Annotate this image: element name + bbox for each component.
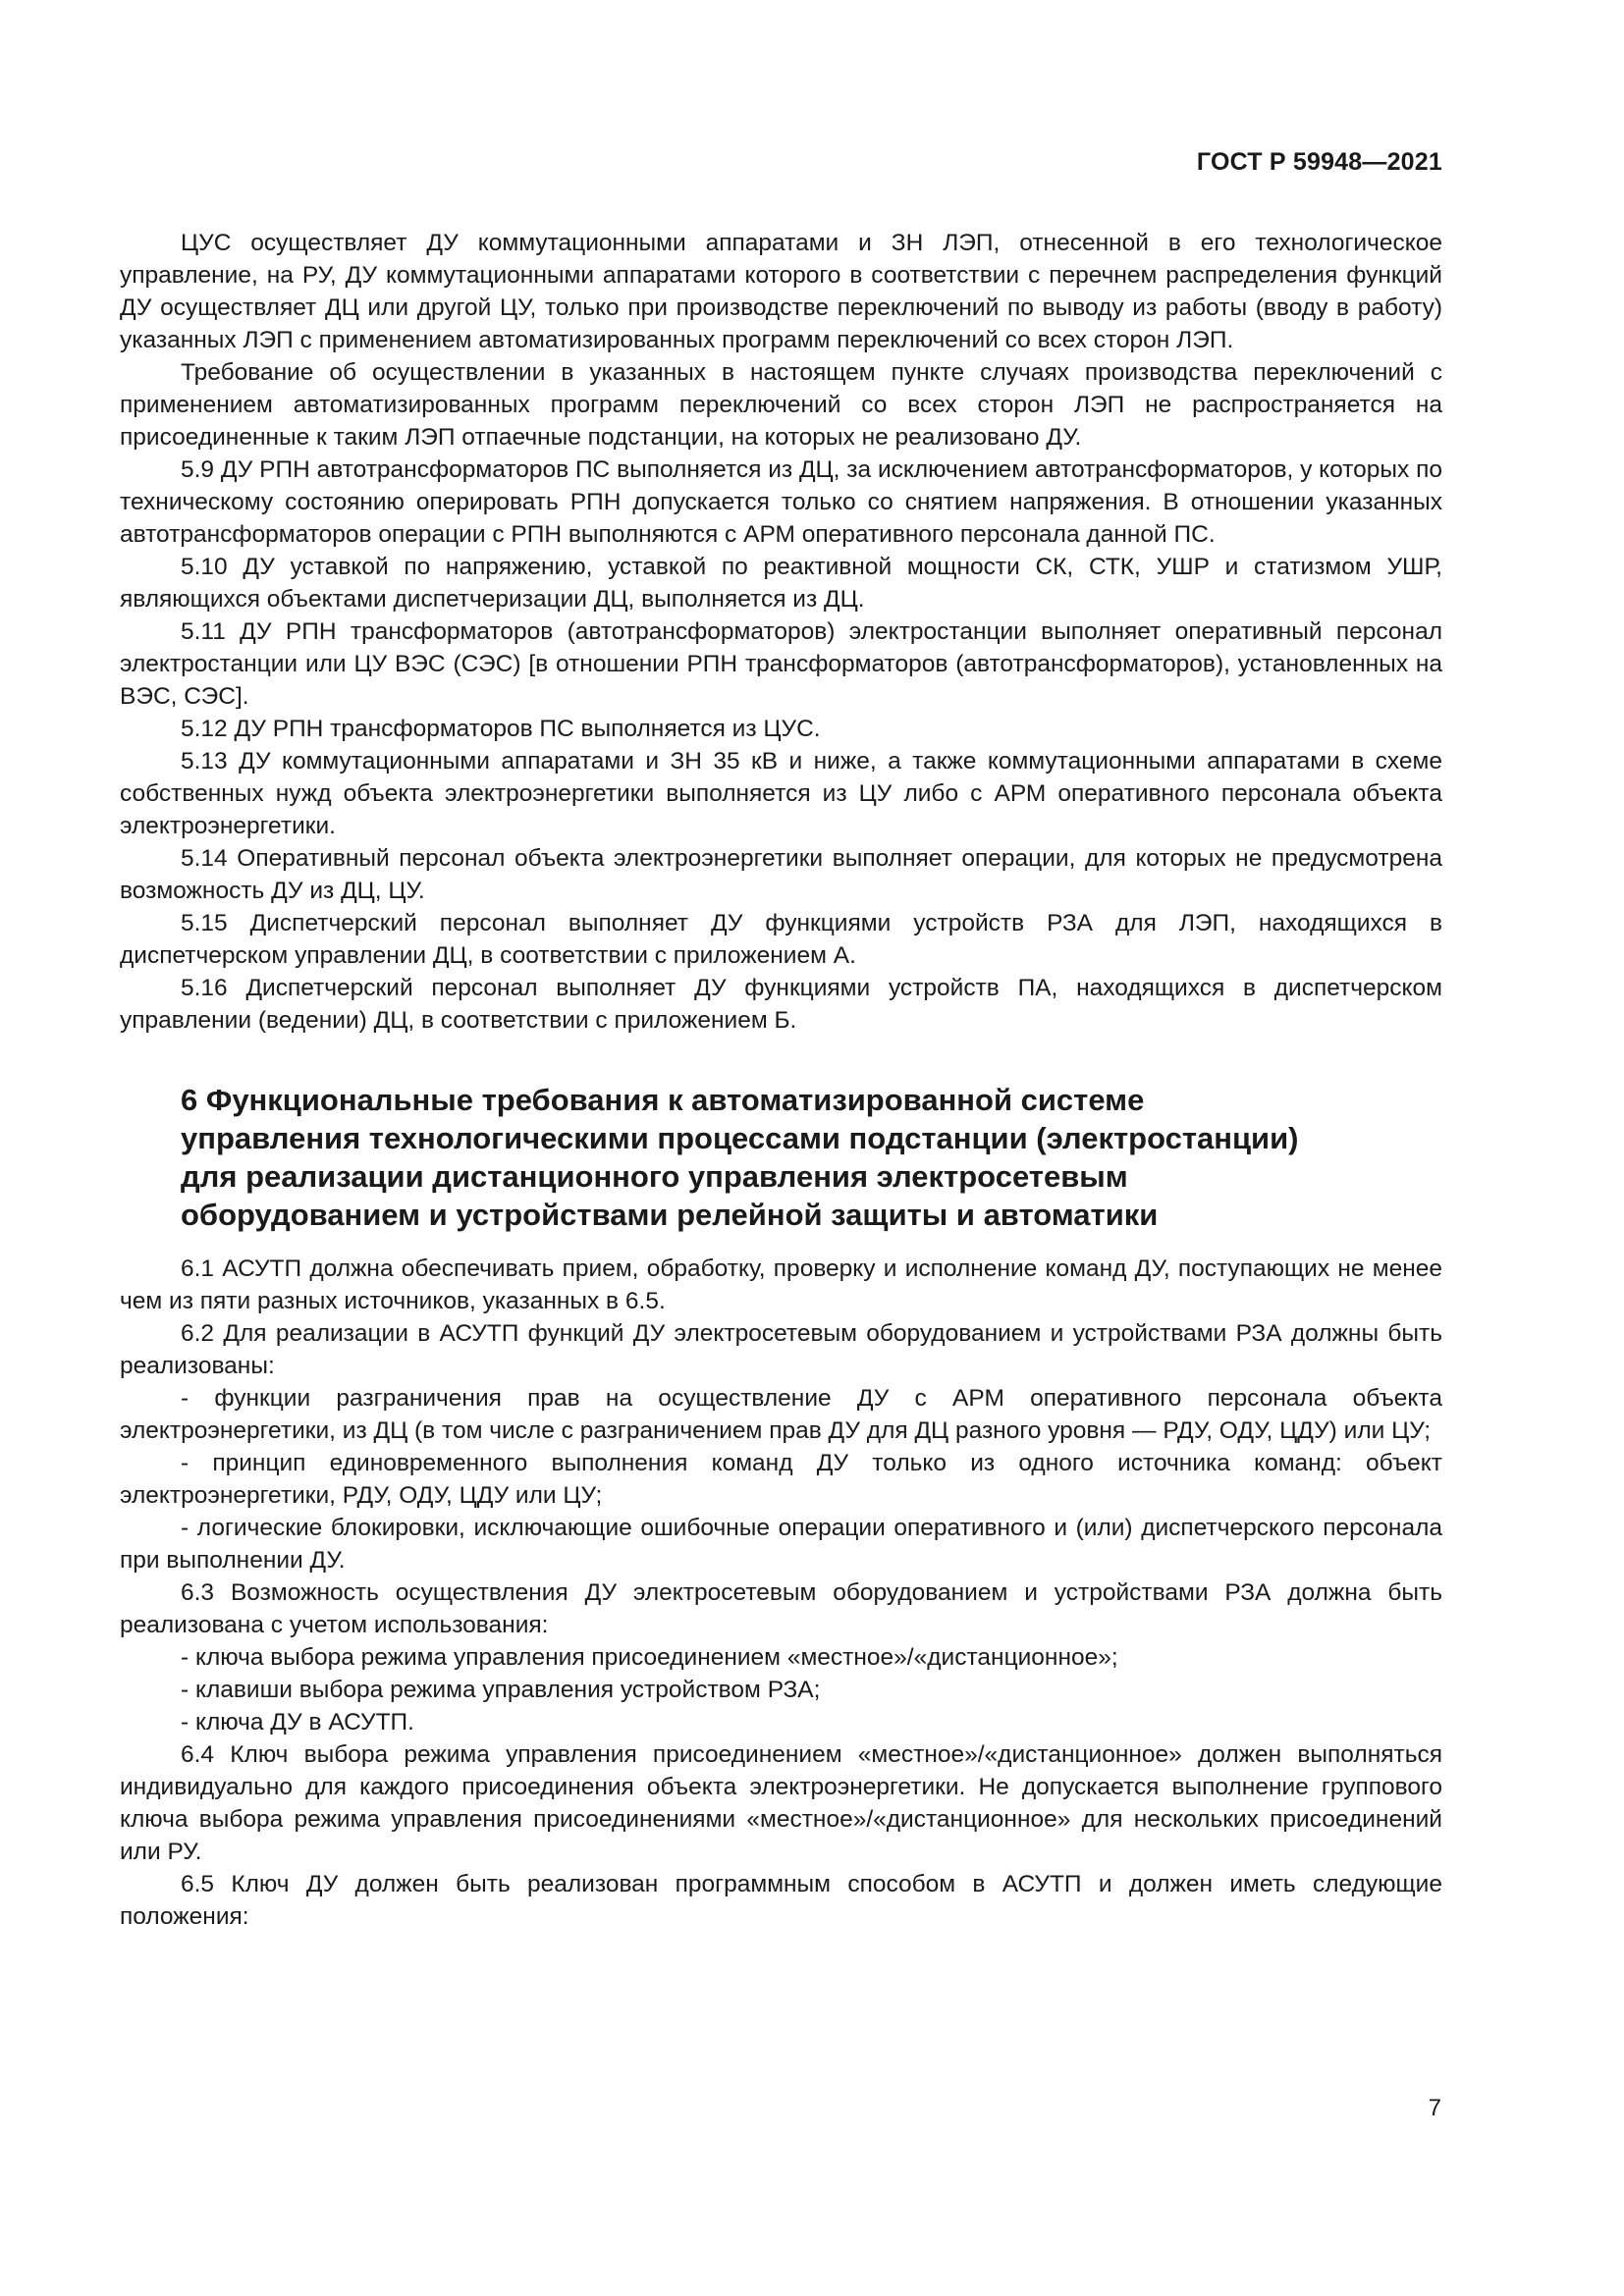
document-body [120, 227, 1442, 1933]
list-item: - логические блокировки, исключающие ошибочные операции оперативного и (или) диспетчерского персонала при выполнении ДУ. [120, 1515, 1442, 1574]
heading-line: оборудованием и устройствами релейной защиты и автоматики [181, 1198, 1159, 1232]
heading-line: 6 Функциональные требования к автоматизированной системе [181, 1083, 1145, 1117]
list-item: - принцип единовременного выполнения команд ДУ только из одного источника команд: объект электроэнергетики, РДУ, ОДУ, ЦДУ или ЦУ; [120, 1450, 1442, 1509]
list-item: - функции разграничения прав на осуществление ДУ с АРМ оперативного персонала объекта электроэнергетики, из ДЦ (в том числе с разграничением прав ДУ для ДЦ разного уровня — РДУ, ОДУ, ЦДУ) или ЦУ; [120, 1385, 1442, 1444]
list-item: - ключа ДУ в АСУТП. [181, 1709, 414, 1735]
paragraph-5-16: 5.16 Диспетчерский персонал выполняет ДУ функциями устройств ПА, находящихся в диспетчерском управлении (ведении) ДЦ, в соответствии с приложением Б. [120, 975, 1442, 1034]
paragraph-6-4: 6.4 Ключ выбора режима управления присоединением «местное»/«дистанционное» должен выполняться индивидуально для каждого присоединения объекта электроэнергетики. Не допускается выполнение группового ключа выбора режима управления присоединениями «местное»/«дистанционное» для нескольких присоединений или РУ. [120, 1741, 1442, 1865]
section-6-heading [120, 1081, 1442, 1234]
paragraph-6-1: 6.1 АСУТП должна обеспечивать прием, обработку, проверку и исполнение команд ДУ, поступающих не менее чем из пяти разных источников, указанных в 6.5. [120, 1255, 1442, 1314]
list-item: - клавиши выбора режима управления устройством РЗА; [181, 1677, 821, 1703]
paragraph-6-2: 6.2 Для реализации в АСУТП функций ДУ электросетевым оборудованием и устройствами РЗА должны быть реализованы: [120, 1320, 1442, 1379]
list-item: - ключа выбора режима управления присоединением «местное»/«дистанционное»; [181, 1644, 1118, 1671]
paragraph-5-9: 5.9 ДУ РПН автотрансформаторов ПС выполняется из ДЦ, за исключением автотрансформаторов, у которых по техническому состоянию оперировать РПН допускается только со снятием напряжения. В отношении указанных автотрансформаторов операции с РПН выполняются с АРМ оперативного персонала данной ПС. [120, 456, 1442, 548]
paragraph-5-13: 5.13 ДУ коммутационными аппаратами и ЗН 35 кВ и ниже, а также коммутационными аппаратами в схеме собственных нужд объекта электроэнергетики выполняется из ЦУ либо с АРМ оперативного персонала объекта электроэнергетики. [120, 748, 1442, 839]
paragraph-6-5: 6.5 Ключ ДУ должен быть реализован программным способом в АСУТП и должен иметь следующие положения: [120, 1871, 1442, 1930]
paragraph: ЦУС осуществляет ДУ коммутационными аппаратами и ЗН ЛЭП, отнесенной в его технологическое управление, на РУ, ДУ коммутационными аппаратами которого в соответствии с перечнем распределения функций ДУ осуществляет ДЦ или другой ЦУ, только при производстве переключений по выводу из работы (вводу в работу) указанных ЛЭП с применением автоматизированных программ переключений со всех сторон ЛЭП. [120, 230, 1442, 353]
paragraph-5-15: 5.15 Диспетчерский персонал выполняет ДУ функциями устройств РЗА для ЛЭП, находящихся в диспетчерском управлении ДЦ, в соответствии с приложением А. [120, 910, 1442, 969]
paragraph-5-14: 5.14 Оперативный персонал объекта электроэнергетики выполняет операции, для которых не предусмотрена возможность ДУ из ДЦ, ЦУ. [120, 845, 1442, 904]
page-number: 7 [1428, 2095, 1441, 2121]
paragraph-5-10: 5.10 ДУ уставкой по напряжению, уставкой по реактивной мощности СК, СТК, УШР и статизмом УШР, являющихся объектами диспетчеризации ДЦ, выполняется из ДЦ. [120, 554, 1442, 613]
paragraph-6-3: 6.3 Возможность осуществления ДУ электросетевым оборудованием и устройствами РЗА должна быть реализована с учетом использования: [120, 1579, 1442, 1638]
heading-line: для реализации дистанционного управления электросетевым [181, 1159, 1128, 1194]
paragraph-5-12: 5.12 ДУ РПН трансформаторов ПС выполняется из ЦУС. [181, 716, 821, 742]
paragraph: Требование об осуществлении в указанных в настоящем пункте случаях производства переключений с применением автоматизированных программ переключений со всех сторон ЛЭП не распространяется на присоединенные к таким ЛЭП отпаечные подстанции, на которых не реализовано ДУ. [120, 359, 1442, 451]
document-id-header: ГОСТ Р 59948—2021 [1196, 148, 1442, 176]
heading-line: управления технологическими процессами подстанции (электростанции) [181, 1121, 1299, 1155]
paragraph-5-11: 5.11 ДУ РПН трансформаторов (автотрансформаторов) электростанции выполняет оперативный персонал электростанции или ЦУ ВЭС (СЭС) [в отношении РПН трансформаторов (автотрансформаторов), установленных на ВЭС, СЭС]. [120, 618, 1442, 710]
